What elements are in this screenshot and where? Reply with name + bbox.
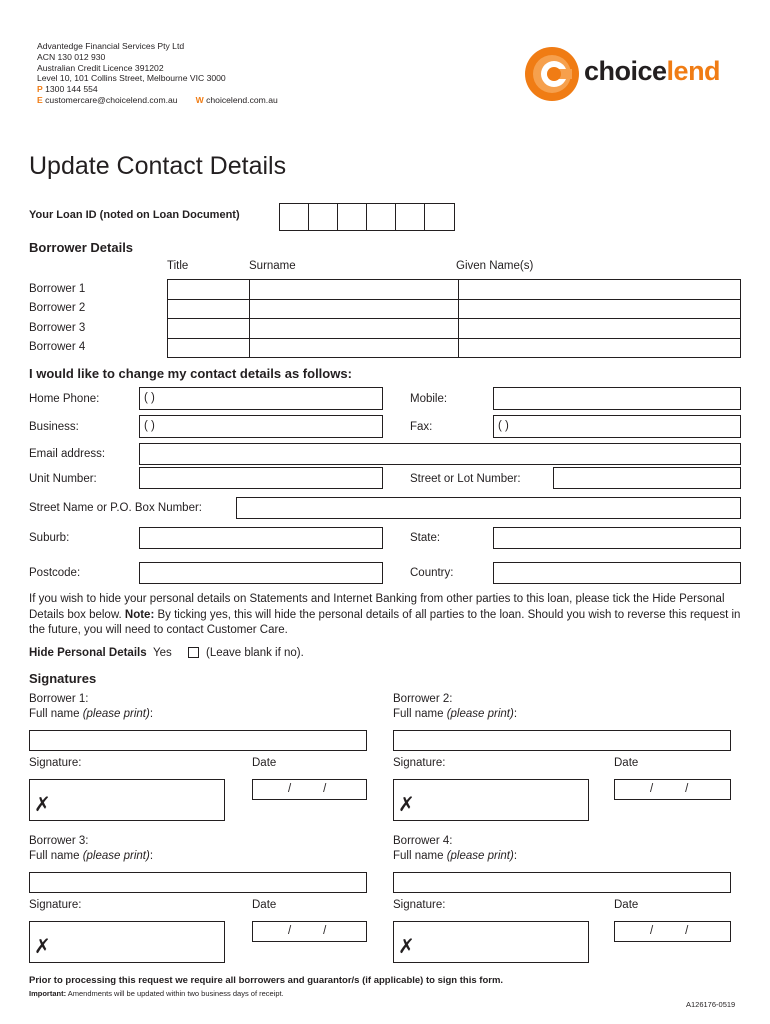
email-field[interactable] — [139, 443, 741, 465]
borrower-2-date-field[interactable] — [614, 779, 731, 800]
business-label: Business: — [29, 421, 79, 433]
signature-borrower-2-label: Borrower 2: — [393, 693, 453, 705]
borrower-3-title-field[interactable] — [167, 318, 250, 339]
borrower-2-signature-field[interactable] — [393, 779, 589, 821]
postcode-field[interactable] — [139, 562, 383, 584]
leave-blank-note: (Leave blank if no). — [206, 647, 304, 659]
phone-number: 1300 144 554 — [45, 84, 98, 95]
full-name-label: Full name (please print): — [393, 708, 518, 720]
hide-details-row — [29, 647, 172, 659]
logo-choice: choice — [584, 56, 667, 86]
sign-here-cross-icon: ✗ — [34, 794, 51, 816]
borrower-3-signature-field[interactable] — [29, 921, 225, 963]
street-name-field[interactable] — [236, 497, 741, 519]
sign-here-cross-icon: ✗ — [398, 794, 415, 816]
signature-borrower-1-label: Borrower 1: — [29, 693, 89, 705]
phone-prefix: P — [37, 84, 43, 95]
loan-id-digit-3[interactable] — [337, 203, 367, 231]
street-lot-label: Street or Lot Number: — [410, 473, 521, 485]
column-given-names: Given Name(s) — [456, 260, 534, 272]
borrower-1-date-field[interactable] — [252, 779, 367, 800]
company-phone — [37, 84, 278, 95]
company-address: Level 10, 101 Collins Street, Melbourne VIC 3000 — [37, 73, 226, 84]
contact-heading: I would like to change my contact details as follows: — [29, 366, 352, 381]
email-prefix: E — [37, 94, 43, 105]
form-code: A126176-0519 — [686, 1000, 736, 1009]
website: choicelend.com.au — [206, 94, 278, 105]
country-label: Country: — [410, 567, 454, 579]
area-code: ( ) — [144, 420, 155, 432]
company-name: Advantedge Financial Services Pty Ltd — [37, 41, 185, 51]
borrower-4-given-names-field[interactable] — [458, 338, 741, 358]
state-field[interactable] — [493, 527, 741, 549]
borrower-2-full-name-field[interactable] — [393, 730, 731, 751]
full-name-label: Full name (please print): — [393, 850, 518, 862]
borrower-details-heading: Borrower Details — [29, 240, 134, 255]
signature-label: Signature: — [29, 899, 82, 911]
fax-label: Fax: — [410, 421, 433, 433]
signature-borrower-4-label: Borrower 4: — [393, 835, 453, 847]
postcode-label: Postcode: — [29, 567, 81, 579]
borrower-3-given-names-field[interactable] — [458, 318, 741, 339]
email-address: customercare@choicelend.com.au — [45, 94, 178, 105]
signature-borrower-3-label: Borrower 3: — [29, 835, 89, 847]
company-contact-line — [37, 95, 278, 106]
loan-id-label: Your Loan ID (noted on Loan Document) — [29, 209, 240, 221]
column-title: Title — [167, 260, 189, 272]
borrower-row-label: Borrower 2 — [29, 302, 86, 314]
area-code: ( ) — [144, 392, 155, 404]
suburb-field[interactable] — [139, 527, 383, 549]
important-label: Important: — [29, 989, 67, 998]
footer-important — [29, 989, 284, 998]
unit-number-field[interactable] — [139, 467, 383, 489]
footer-signing-requirement: Prior to processing this request we require all borrowers and guarantor/s (if applicable) to sign this form. — [29, 975, 504, 986]
borrower-1-signature-field[interactable] — [29, 779, 225, 821]
page-title: Update Contact Details — [29, 152, 287, 180]
street-name-label: Street Name or P.O. Box Number: — [29, 502, 202, 514]
hide-details-checkbox[interactable] — [188, 647, 199, 658]
mobile-field[interactable] — [493, 387, 741, 410]
borrower-2-given-names-field[interactable] — [458, 299, 741, 319]
date-separators: / / — [288, 925, 327, 937]
loan-id-digit-6[interactable] — [424, 203, 455, 231]
borrower-1-surname-field[interactable] — [249, 279, 459, 300]
business-phone-field[interactable] — [139, 415, 383, 438]
date-separators: / / — [650, 925, 689, 937]
hide-details-label: Hide Personal Details — [29, 647, 147, 659]
loan-id-digit-2[interactable] — [308, 203, 338, 231]
company-acn: ACN 130 012 930 — [37, 51, 106, 62]
unit-number-label: Unit Number: — [29, 473, 97, 485]
company-licence: Australian Credit Licence 391202 — [37, 62, 164, 73]
borrower-4-surname-field[interactable] — [249, 338, 459, 358]
full-name-label: Full name (please print): — [29, 708, 154, 720]
email-label: Email address: — [29, 448, 106, 460]
signature-label: Signature: — [393, 899, 446, 911]
borrower-3-surname-field[interactable] — [249, 318, 459, 339]
borrower-3-date-field[interactable] — [252, 921, 367, 942]
borrower-1-full-name-field[interactable] — [29, 730, 367, 751]
loan-id-digit-4[interactable] — [366, 203, 396, 231]
choicelend-logo — [524, 45, 744, 103]
sign-here-cross-icon: ✗ — [34, 936, 51, 958]
company-details — [37, 41, 278, 106]
date-label: Date — [252, 899, 277, 911]
date-separators: / / — [288, 783, 327, 795]
sign-here-cross-icon: ✗ — [398, 936, 415, 958]
loan-id-digit-5[interactable] — [395, 203, 425, 231]
borrower-3-full-name-field[interactable] — [29, 872, 367, 893]
privacy-text-2: By ticking yes, this will hide the personal details of all parties to the loan. Should you wish to reverse this request in the future, you will need to contact Customer Care. — [29, 608, 741, 636]
signature-label: Signature: — [393, 757, 446, 769]
important-text: Amendments will be updated within two business days of receipt. — [66, 989, 284, 998]
date-label: Date — [614, 757, 639, 769]
borrower-4-signature-field[interactable] — [393, 921, 589, 963]
borrower-2-title-field[interactable] — [167, 299, 250, 319]
suburb-label: Suburb: — [29, 532, 70, 544]
date-label: Date — [252, 757, 277, 769]
privacy-text-1: If you wish to hide your personal details on Statements and Internet Banking from other parties to this loan, please tick the Hide Personal Details box below. — [29, 593, 725, 621]
full-name-label: Full name (please print): — [29, 850, 154, 862]
loan-id-digit-1[interactable] — [279, 203, 309, 231]
borrower-4-date-field[interactable] — [614, 921, 731, 942]
state-label: State: — [410, 532, 441, 544]
street-lot-field[interactable] — [553, 467, 741, 489]
privacy-paragraph — [29, 592, 741, 639]
logo-wordmark — [584, 56, 720, 87]
privacy-note-label: Note: — [124, 608, 155, 621]
borrower-1-title-field[interactable] — [167, 279, 250, 300]
borrower-row-label: Borrower 3 — [29, 322, 86, 334]
borrower-row-label: Borrower 1 — [29, 283, 86, 295]
date-separators: / / — [650, 783, 689, 795]
borrower-2-surname-field[interactable] — [249, 299, 459, 319]
mobile-label: Mobile: — [410, 393, 448, 405]
yes-label: Yes — [153, 647, 172, 659]
signature-label: Signature: — [29, 757, 82, 769]
borrower-row-label: Borrower 4 — [29, 341, 86, 353]
borrower-4-full-name-field[interactable] — [393, 872, 731, 893]
date-label: Date — [614, 899, 639, 911]
fax-field[interactable] — [493, 415, 741, 438]
borrower-1-given-names-field[interactable] — [458, 279, 741, 300]
column-surname: Surname — [249, 260, 296, 272]
home-phone-label: Home Phone: — [29, 393, 100, 405]
area-code: ( ) — [498, 420, 509, 432]
borrower-4-title-field[interactable] — [167, 338, 250, 358]
signatures-heading: Signatures — [29, 671, 97, 686]
home-phone-field[interactable] — [139, 387, 383, 410]
logo-lend: lend — [666, 56, 721, 86]
country-field[interactable] — [493, 562, 741, 584]
web-prefix: W — [195, 94, 204, 105]
